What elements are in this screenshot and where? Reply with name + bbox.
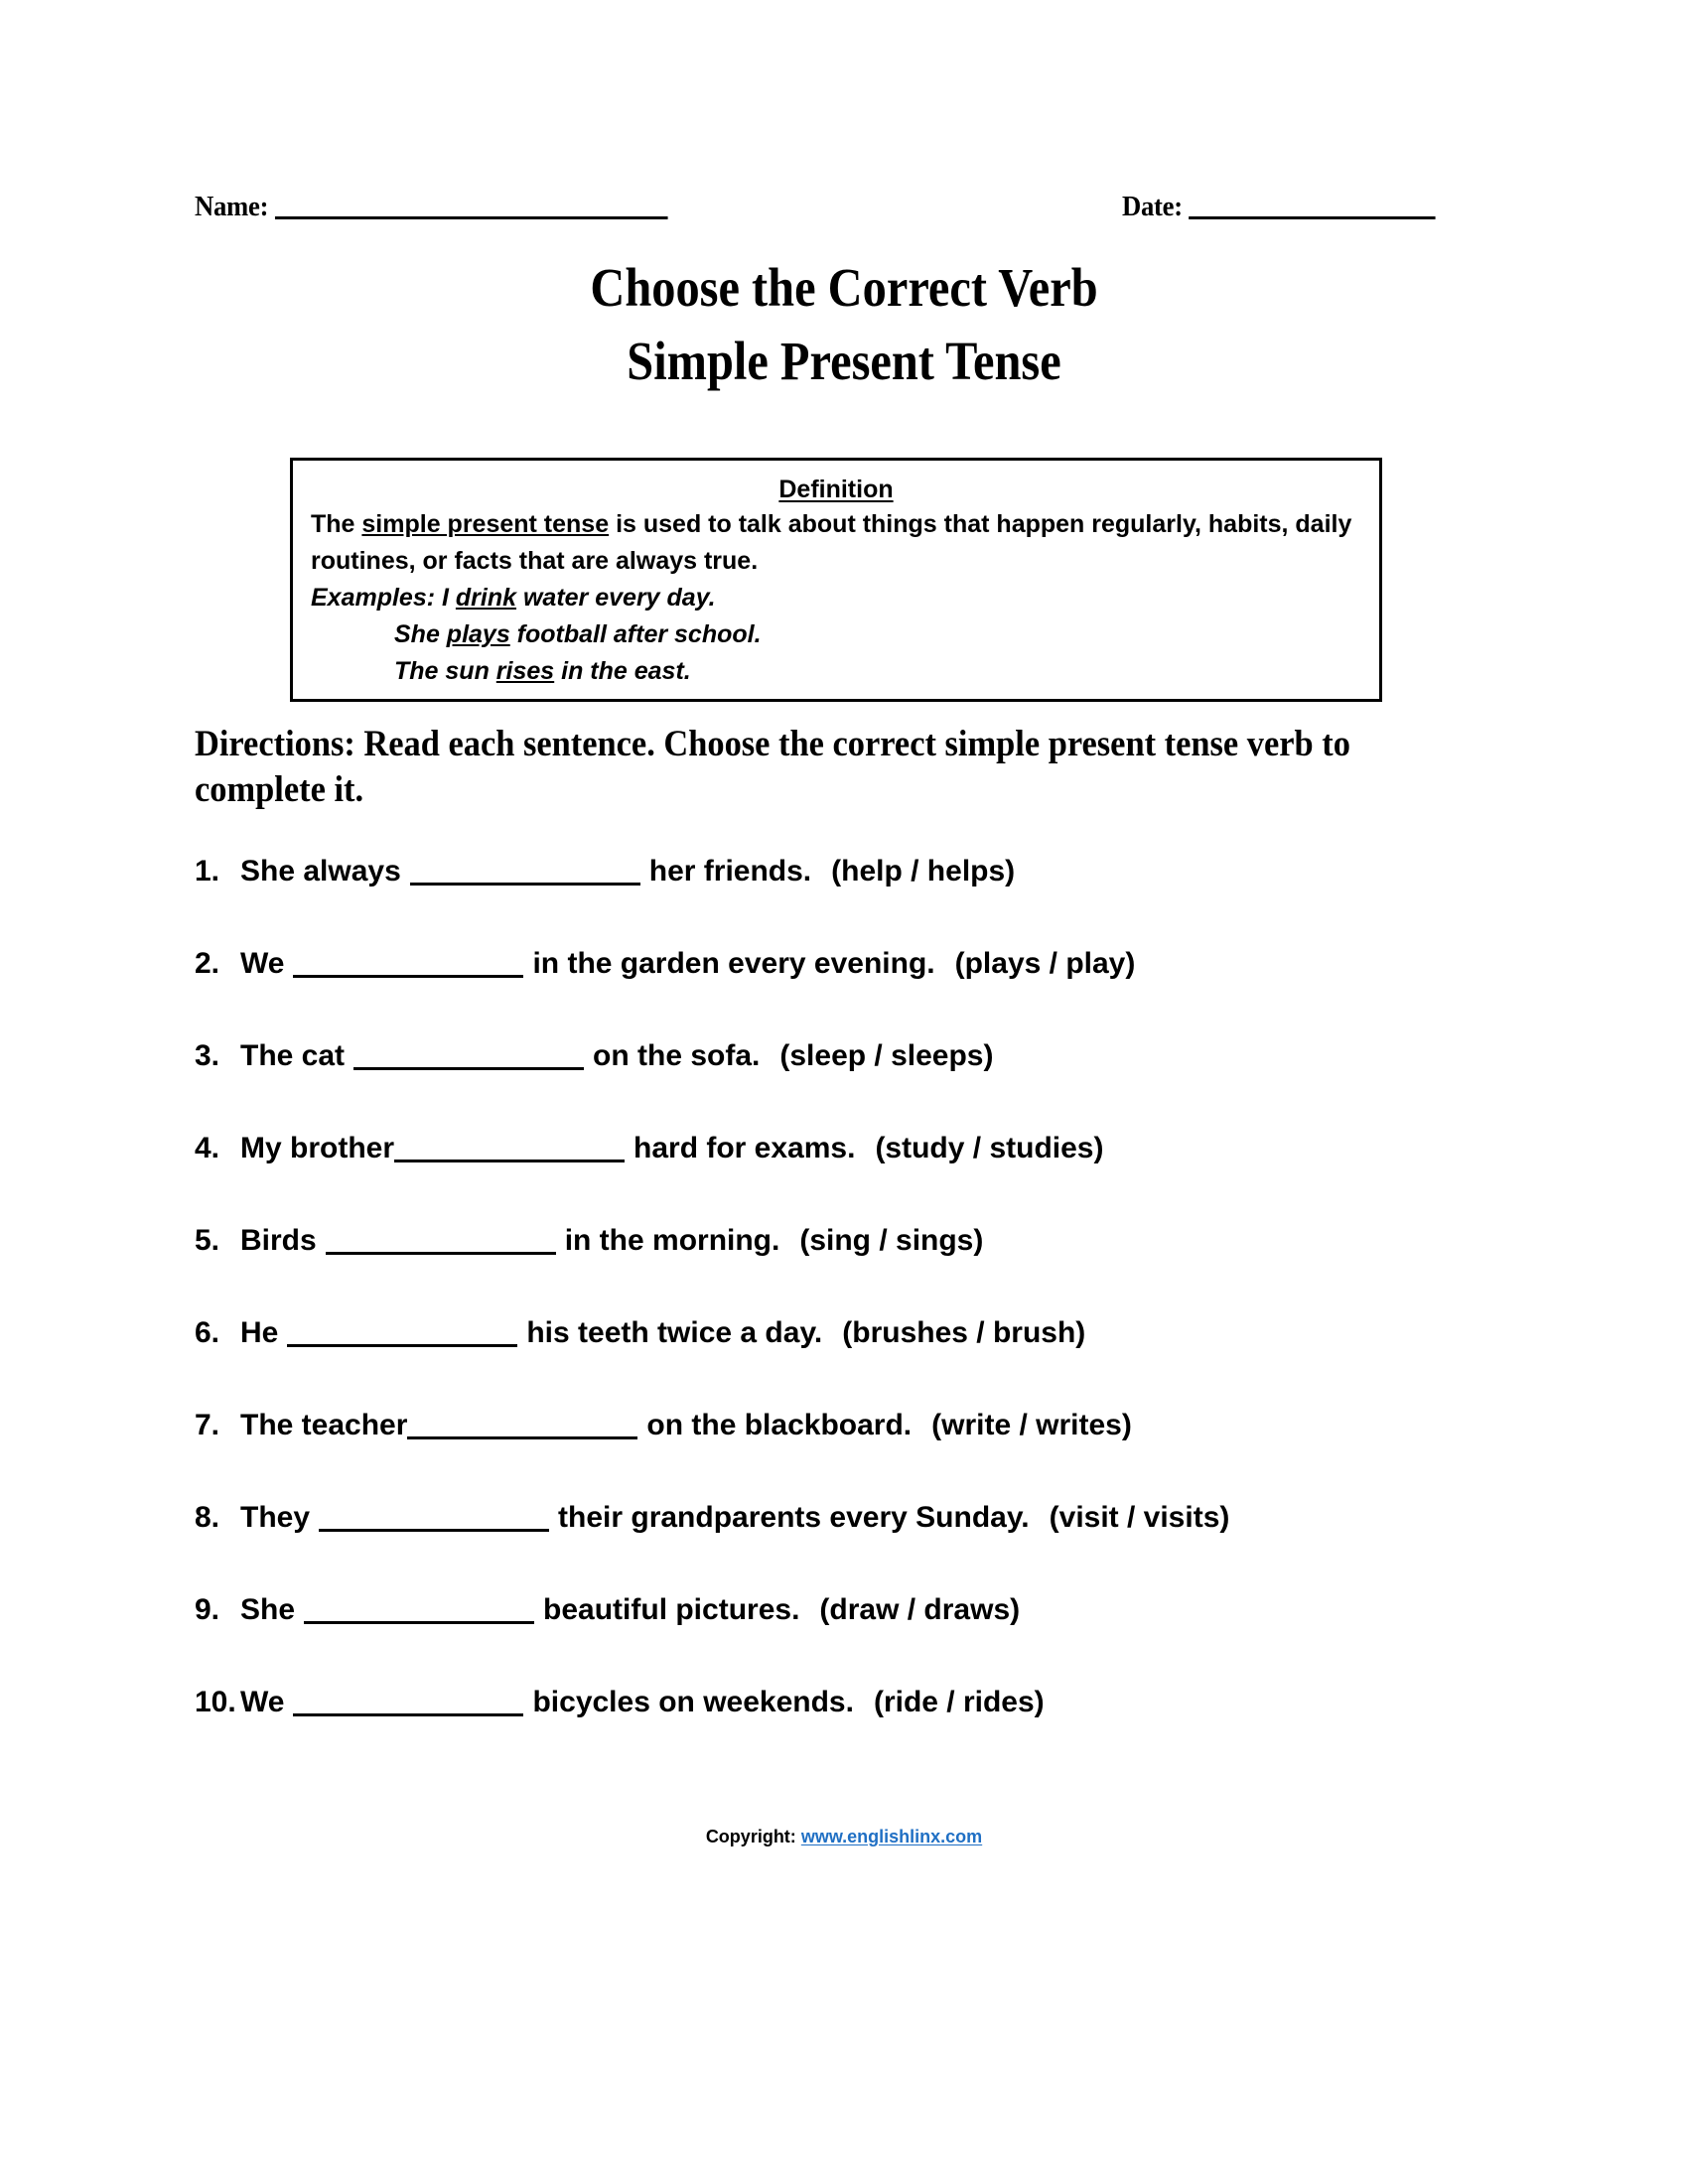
question-text-after-blank: her friends. <box>648 855 812 887</box>
answer-blank[interactable] <box>304 1621 534 1624</box>
question-number: 3. <box>195 1039 220 1072</box>
question-text-after-blank: beautiful pictures. <box>543 1593 800 1626</box>
question-item <box>195 1590 1634 1683</box>
question-text-after-blank: his teeth twice a day. <box>526 1316 823 1349</box>
copyright-link[interactable]: www.englishlinx.com <box>800 1827 983 1846</box>
question-number: 2. <box>195 947 220 980</box>
date-write-line[interactable] <box>1189 216 1435 219</box>
question-number: 7. <box>195 1409 220 1441</box>
question-text-before-blank: My brother <box>240 1132 395 1164</box>
question-text-after-blank: in the morning. <box>564 1224 780 1257</box>
footer <box>0 1827 1688 1847</box>
definition-body-after: is used to talk about things that happen regularly, habits, daily routines, or facts that are always true. <box>311 510 1352 575</box>
verb-choice-options[interactable]: (draw / draws) <box>819 1593 1021 1626</box>
example-verb: drink <box>455 584 517 612</box>
question-item <box>195 852 1634 944</box>
date-label: Date: <box>1122 191 1183 222</box>
definition-example <box>311 653 1361 690</box>
question-number: 9. <box>195 1593 220 1626</box>
question-text-after-blank: on the sofa. <box>593 1039 761 1072</box>
question-number: 1. <box>195 855 220 887</box>
question-number: 8. <box>195 1501 220 1534</box>
question-item <box>195 1683 1634 1775</box>
question-text-after-blank: their grandparents every Sunday. <box>558 1501 1030 1534</box>
verb-choice-options[interactable]: (sing / sings) <box>799 1224 984 1257</box>
question-text-before-blank: They <box>240 1501 311 1534</box>
definition-body <box>311 506 1361 580</box>
answer-blank[interactable] <box>293 975 523 978</box>
example-before: She <box>394 620 447 648</box>
example-after: in the east. <box>554 657 691 685</box>
question-text-before-blank: She always <box>240 855 401 887</box>
question-number: 6. <box>195 1316 220 1349</box>
verb-choice-options[interactable]: (write / writes) <box>931 1409 1132 1441</box>
example-verb: rises <box>495 657 555 685</box>
question-item <box>195 1129 1634 1221</box>
definition-example <box>311 580 1361 616</box>
question-text-before-blank: Birds <box>240 1224 317 1257</box>
example-before: Examples: I <box>311 584 456 612</box>
definition-heading: Definition <box>778 476 894 503</box>
verb-choice-options[interactable]: (sleep / sleeps) <box>779 1039 994 1072</box>
title-line-1: Choose the Correct Verb <box>590 257 1098 318</box>
answer-blank[interactable] <box>353 1067 584 1070</box>
verb-choice-options[interactable]: (visit / visits) <box>1049 1501 1230 1534</box>
question-text-before-blank: We <box>240 1686 285 1718</box>
question-text-before-blank: We <box>240 947 285 980</box>
question-text-before-blank: The teacher <box>240 1409 408 1441</box>
question-text-before-blank: She <box>240 1593 296 1626</box>
name-label: Name: <box>195 191 269 222</box>
question-text-before-blank: The cat <box>240 1039 346 1072</box>
definition-examples <box>311 580 1361 690</box>
answer-blank[interactable] <box>293 1713 523 1716</box>
question-number: 4. <box>195 1132 220 1164</box>
answer-blank[interactable] <box>407 1436 637 1439</box>
verb-choice-options[interactable]: (ride / rides) <box>873 1686 1045 1718</box>
question-item <box>195 1498 1634 1590</box>
question-item <box>195 1036 1634 1129</box>
question-item <box>195 944 1634 1036</box>
answer-blank[interactable] <box>394 1160 625 1162</box>
page-title <box>0 251 1688 398</box>
definition-body-before: The <box>311 510 362 538</box>
question-text-after-blank: hard for exams. <box>633 1132 856 1164</box>
answer-blank[interactable] <box>287 1344 517 1347</box>
name-write-line[interactable] <box>275 216 668 219</box>
title-line-2: Simple Present Tense <box>627 331 1061 391</box>
example-after: water every day. <box>516 584 716 612</box>
question-text-after-blank: bicycles on weekends. <box>532 1686 854 1718</box>
example-before: The sun <box>394 657 496 685</box>
question-text-after-blank: in the garden every evening. <box>532 947 935 980</box>
question-number: 10. <box>195 1686 236 1718</box>
question-list <box>195 852 1634 1775</box>
date-field-group <box>1122 191 1436 223</box>
name-field-group <box>195 191 667 223</box>
verb-choice-options[interactable]: (plays / play) <box>954 947 1136 980</box>
definition-box <box>290 458 1382 702</box>
answer-blank[interactable] <box>326 1252 556 1255</box>
question-item <box>195 1313 1634 1406</box>
question-item <box>195 1221 1634 1313</box>
definition-body-term: simple present tense <box>361 510 610 538</box>
verb-choice-options[interactable]: (study / studies) <box>875 1132 1104 1164</box>
name-date-row <box>195 191 1495 236</box>
example-verb: plays <box>446 620 510 648</box>
question-text-after-blank: on the blackboard. <box>646 1409 913 1441</box>
question-item <box>195 1406 1634 1498</box>
answer-blank[interactable] <box>410 883 640 886</box>
answer-blank[interactable] <box>319 1529 549 1532</box>
copyright-label: Copyright: <box>705 1827 801 1846</box>
verb-choice-options[interactable]: (brushes / brush) <box>842 1316 1086 1349</box>
definition-example <box>311 616 1361 653</box>
directions-text: Directions: Read each sentence. Choose the correct simple present tense verb to complete it. <box>195 724 1350 810</box>
question-number: 5. <box>195 1224 220 1257</box>
question-text-before-blank: He <box>240 1316 279 1349</box>
example-after: football after school. <box>509 620 762 648</box>
verb-choice-options[interactable]: (help / helps) <box>831 855 1016 887</box>
